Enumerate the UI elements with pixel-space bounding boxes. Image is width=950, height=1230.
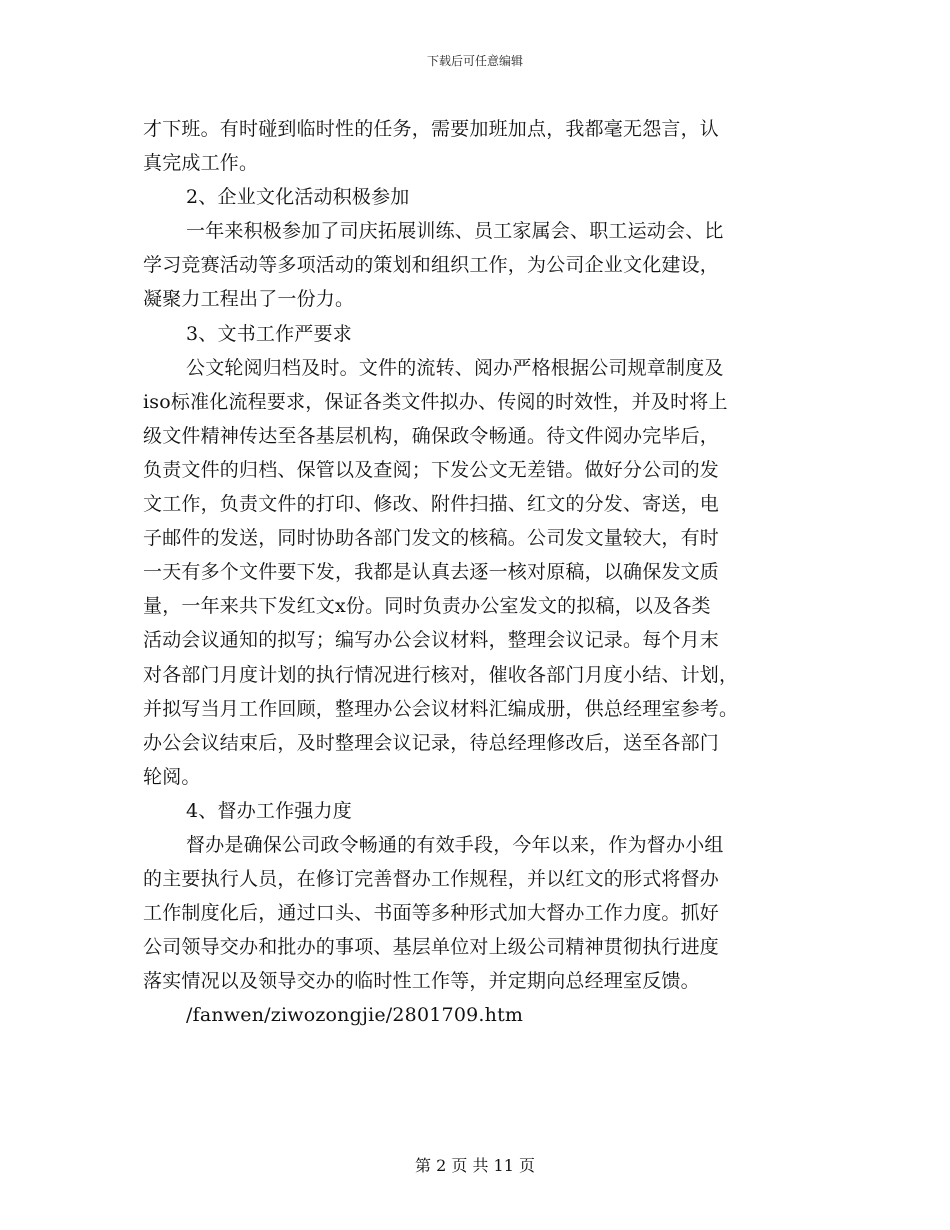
text-line: 级文件精神传达至各基层机构，确保政令畅通。待文件阅办完毕后， — [143, 424, 720, 447]
text-line: 量，一年来共下发红文x份。同时负责办公室发文的拟稿，以及各类 — [143, 595, 711, 618]
text-line: iso标准化流程要求，保证各类文件拟办、传阅的时效性，并及时将上 — [143, 390, 728, 413]
text-line: 督办是确保公司政令畅通的有效手段，今年以来，作为督办小组 — [186, 833, 724, 856]
text-line: 公司领导交办和批办的事项、基层单位对上级公司精神贯彻执行进度 — [143, 936, 720, 959]
text-line: 文工作，负责文件的打印、修改、附件扫描、红文的分发、寄送，电 — [143, 493, 720, 516]
document-body — [143, 112, 813, 1033]
text-line: 的主要执行人员，在修订完善督办工作规程，并以红文的形式将督办 — [143, 868, 720, 891]
text-line: 办公会议结束后，及时整理会议记录，待总经理修改后，送至各部门 — [143, 731, 720, 754]
text-line: 一年来积极参加了司庆拓展训练、员工家属会、职工运动会、比 — [186, 220, 724, 243]
text-line: 轮阅。 — [143, 765, 201, 788]
section-heading: 4、督办工作强力度 — [186, 799, 352, 822]
text-line: 才下班。有时碰到临时性的任务，需要加班加点，我都毫无怨言，认 — [143, 118, 720, 140]
section-heading: 2、企业文化活动积极参加 — [186, 186, 410, 209]
text-line: 工作制度化后，通过口头、书面等多种形式加大督办工作力度。抓好 — [143, 902, 720, 925]
text-line: 真完成工作。 — [143, 152, 259, 175]
text-line: 并拟写当月工作回顾，整理办公会议材料汇编成册，供总经理室参考。 — [143, 697, 739, 720]
text-line: 负责文件的归档、保管以及查阅；下发公文无差错。做好分公司的发 — [143, 458, 720, 481]
text-line: 落实情况以及领导交办的临时性工作等，并定期向总经理室反馈。 — [143, 970, 700, 993]
text-line: 对各部门月度计划的执行情况进行核对，催收各部门月度小结、计划， — [143, 663, 739, 686]
text-line: 一天有多个文件要下发，我都是认真去逐一核对原稿，以确保发文质 — [143, 561, 720, 584]
text-line: 公文轮阅归档及时。文件的流转、阅办严格根据公司规章制度及 — [186, 356, 724, 379]
page-number-footer: 第 2 页 共 11 页 — [415, 1156, 535, 1175]
url-line: /fanwen/ziwozongjie/2801709.htm — [186, 1004, 524, 1027]
section-heading: 3、文书工作严要求 — [186, 322, 352, 345]
text-line: 凝聚力工程出了一份力。 — [143, 288, 355, 311]
text-line: 子邮件的发送，同时协助各部门发文的核稿。公司发文量较大，有时 — [143, 527, 720, 550]
page-header-note: 下载后可任意编辑 — [426, 54, 523, 68]
text-line: 活动会议通知的拟写；编写办公会议材料，整理会议记录。每个月末 — [143, 629, 720, 652]
text-line: 学习竞赛活动等多项活动的策划和组织工作，为公司企业文化建设， — [143, 254, 720, 277]
